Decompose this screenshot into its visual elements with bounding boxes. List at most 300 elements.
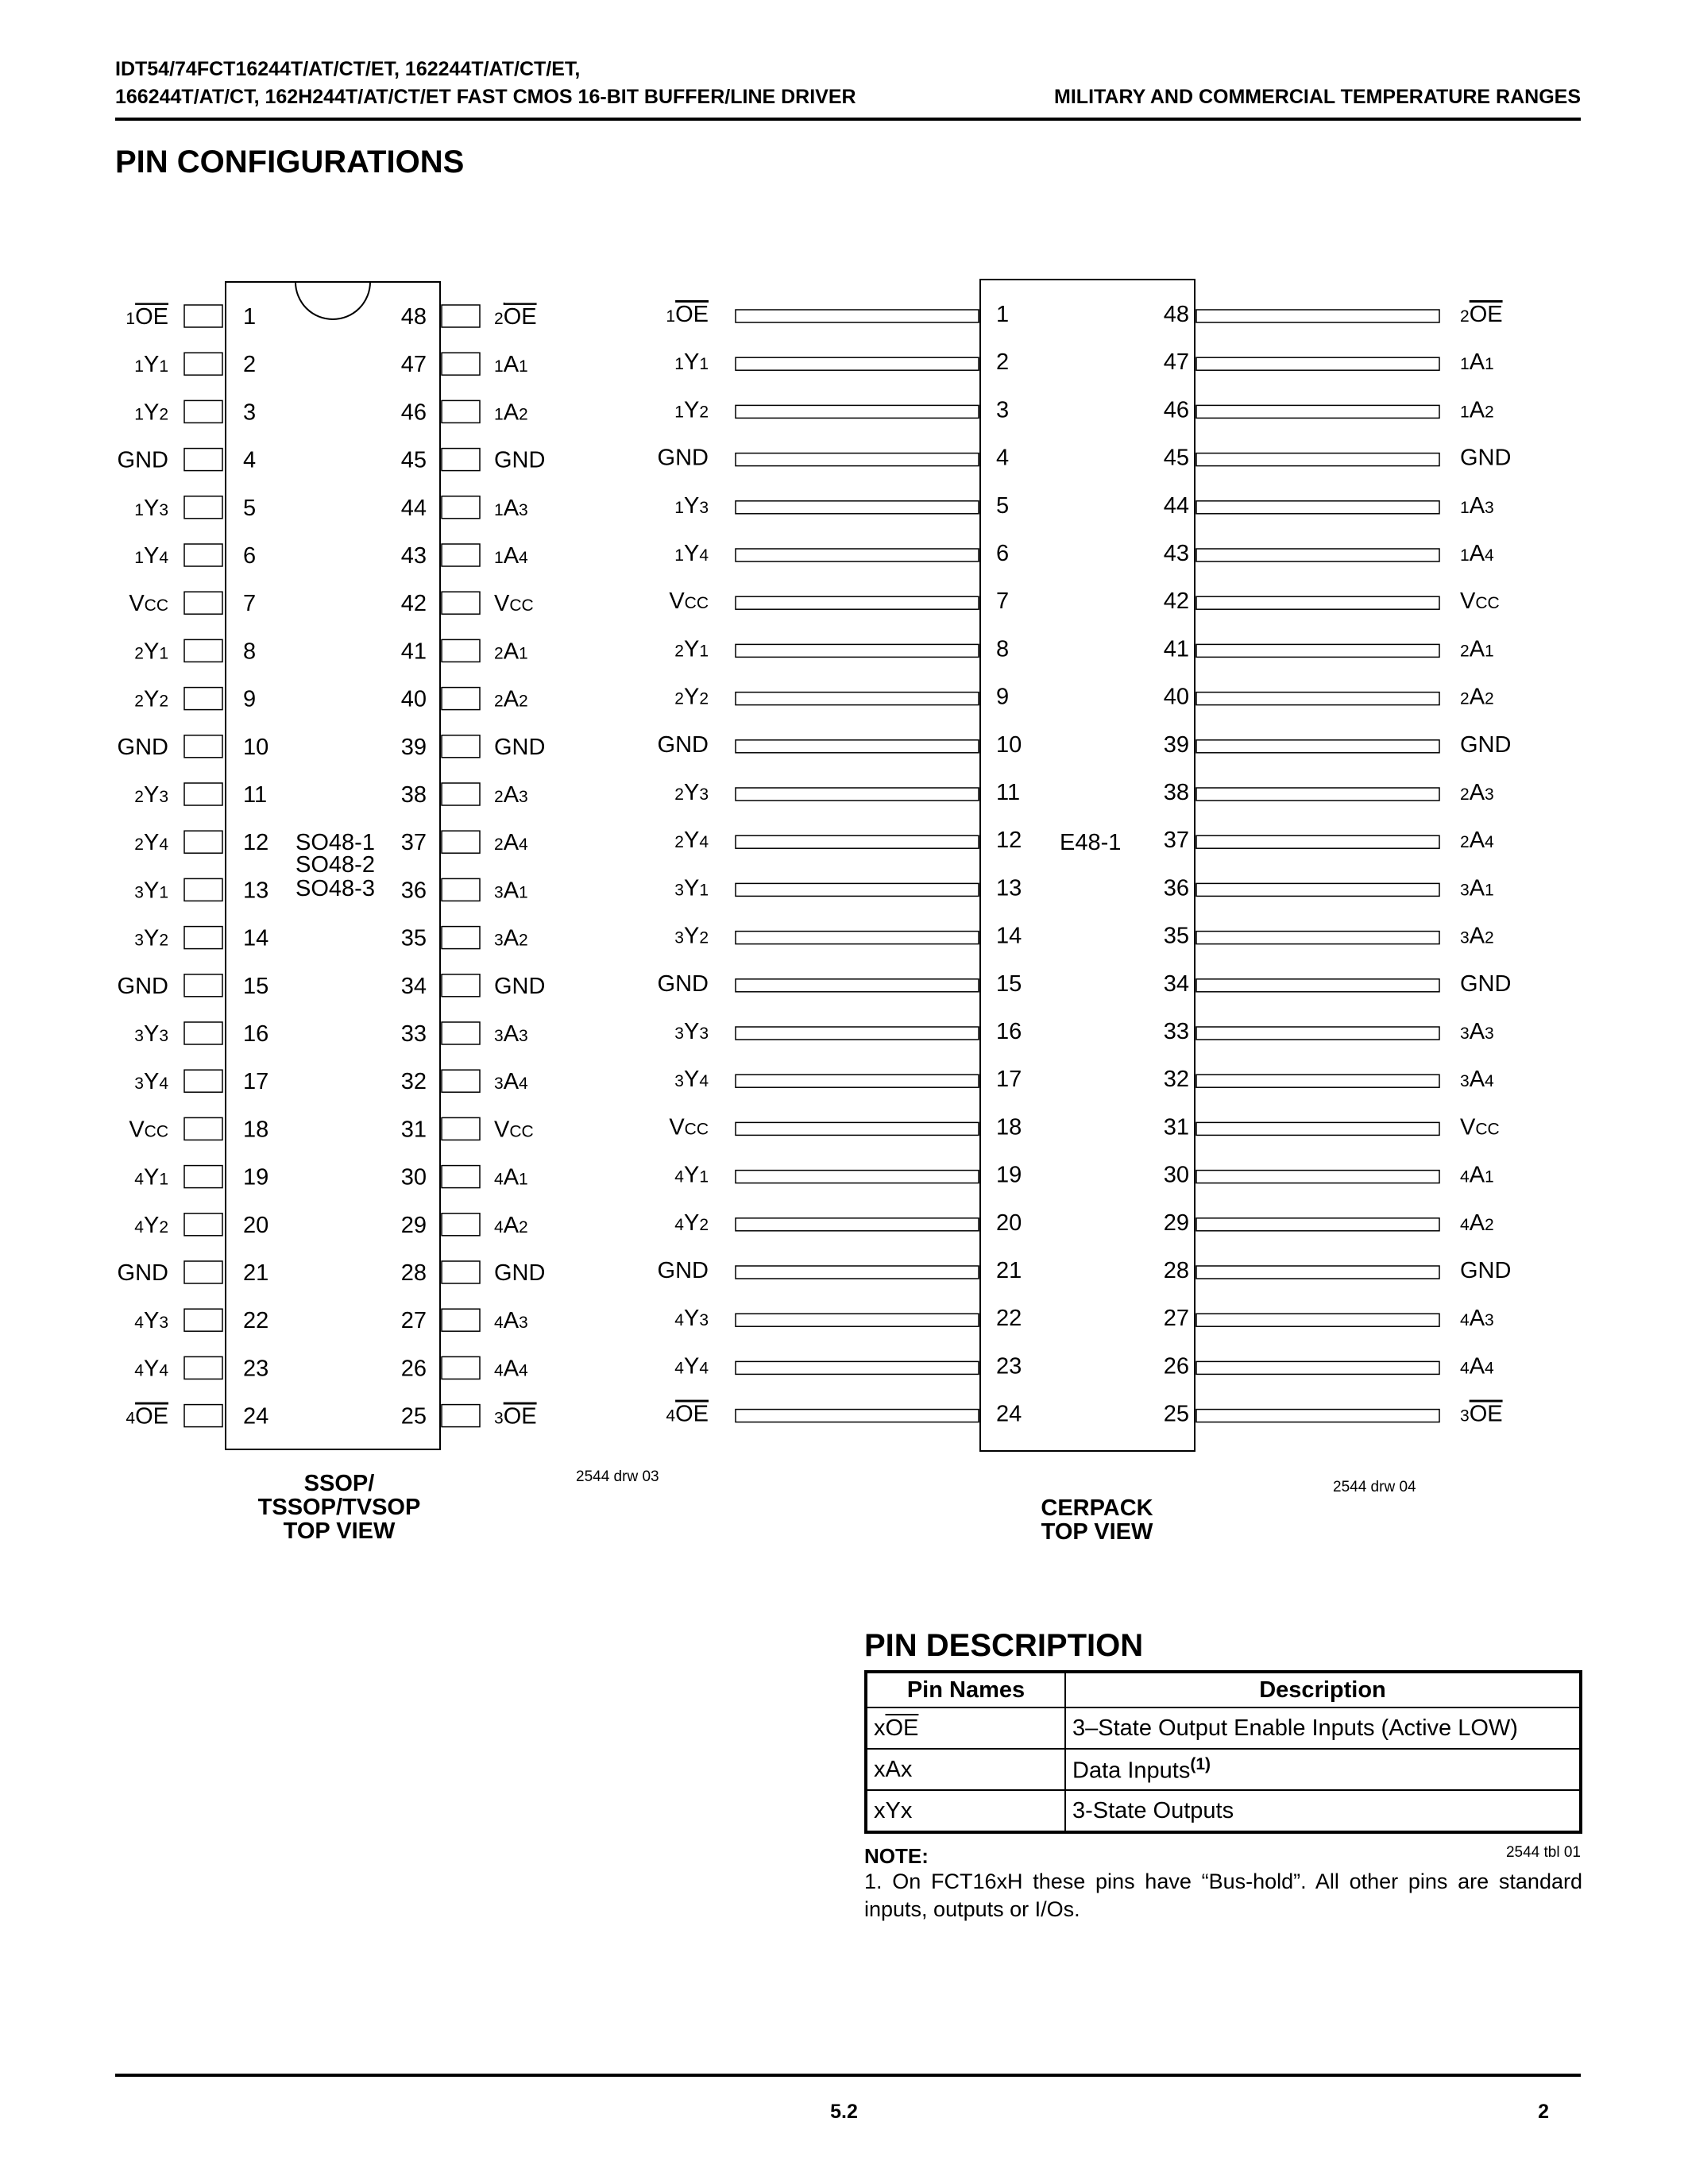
ssop-pin-10-number: 10 xyxy=(243,734,269,760)
pin-signal-name: OE xyxy=(1469,1401,1503,1427)
cerpack-pin-4-label-gnd xyxy=(658,446,709,471)
ssop-pin-30-label-4a1 xyxy=(494,1165,528,1190)
cerpack-pin-13-label-3y1 xyxy=(674,875,709,901)
cerpack-pin-45-lead xyxy=(1196,453,1439,466)
cerpack-pin-31-lead xyxy=(1196,1122,1439,1135)
cerpack-pin-9-number: 9 xyxy=(996,684,1010,710)
pin-signal-name: A xyxy=(1469,636,1485,662)
pin-signal-name: A xyxy=(1469,1162,1485,1188)
pin-signal-name: GND xyxy=(657,445,709,471)
ssop-pin-40-label-2a2 xyxy=(494,687,528,712)
pin-signal-name: A xyxy=(1469,492,1485,519)
ssop-pin-14-number: 14 xyxy=(243,925,269,951)
table-row xyxy=(866,1749,1581,1790)
ssop-pin-17-label-3y4 xyxy=(134,1069,168,1094)
pin-signal-name: A xyxy=(1469,684,1485,710)
pin-signal-name: Y xyxy=(683,1210,700,1236)
cerpack-pin-47-label-1a1 xyxy=(1460,349,1494,375)
pin-name-prefix: x xyxy=(874,1715,886,1741)
ssop-pin-9-label-2y2 xyxy=(134,687,168,712)
ssop-pin-1-label-1oe xyxy=(126,304,168,330)
cerpack-pin-32-label-3a4 xyxy=(1460,1067,1494,1092)
cerpack-pin-45-label-gnd xyxy=(1460,446,1511,471)
pin-signal-name: Y xyxy=(683,923,700,949)
pin-group-prefix: 4 xyxy=(666,1406,676,1426)
pin-subscript: 4 xyxy=(699,1359,709,1378)
ssop-pin-21-lead xyxy=(184,1261,222,1283)
cerpack-pin-5-lead xyxy=(736,501,979,514)
ssop-pin-14-lead xyxy=(184,927,222,949)
pin-group-prefix: 2 xyxy=(674,689,684,708)
pin-signal-name: A xyxy=(503,1356,520,1382)
ssop-pin-47-lead xyxy=(442,353,480,375)
ssop-pin-37-lead xyxy=(442,831,480,853)
pin-group-prefix: 2 xyxy=(494,310,504,328)
cerpack-pin-6-lead xyxy=(736,549,979,561)
pin-name-oe-overbar: $\overline{OE}$ xyxy=(885,1715,919,1741)
ssop-caption-line-3: TOP VIEW xyxy=(283,1518,396,1544)
ssop-pin-22-number: 22 xyxy=(243,1308,269,1334)
cerpack-pin-44-label-1a3 xyxy=(1460,493,1494,519)
header-description: Description xyxy=(1065,1672,1581,1707)
ssop-pin-38-number: 38 xyxy=(400,782,427,808)
ssop-pin-19-label-4y1 xyxy=(134,1165,168,1190)
ssop-pin-3-number: 3 xyxy=(243,399,257,426)
ssop-pin-46-label-1a2 xyxy=(494,399,528,425)
ssop-pin-35-lead xyxy=(442,927,480,949)
pin-group-prefix: 3 xyxy=(1460,1406,1470,1426)
pin-subscript: 2 xyxy=(1485,1215,1494,1234)
cerpack-pin-20-label-4y2 xyxy=(674,1210,709,1236)
footer-rule xyxy=(115,2074,1581,2077)
pin-signal-name: GND xyxy=(117,447,168,473)
cerpack-pin-21-label-gnd xyxy=(658,1258,709,1283)
cerpack-pin-16-label-3y3 xyxy=(674,1019,709,1044)
pin-group-prefix: 2 xyxy=(1460,689,1470,708)
pin-signal-name: Y xyxy=(143,399,160,426)
ssop-pin-3-label-1y2 xyxy=(134,399,168,425)
cerpack-package-diagram xyxy=(658,280,1512,1545)
pin-signal-name: GND xyxy=(1460,731,1512,758)
cerpack-pin-41-lead xyxy=(1196,644,1439,657)
cerpack-pin-29-lead xyxy=(1196,1218,1439,1231)
ssop-package-code-3: SO48-3 xyxy=(295,876,375,901)
ssop-pin-11-label-2y3 xyxy=(134,782,168,808)
pin-group-prefix: 4 xyxy=(1460,1215,1470,1234)
pin-group-prefix: 4 xyxy=(134,1314,144,1333)
cerpack-pin-19-number: 19 xyxy=(996,1162,1022,1188)
pin-signal-name: A xyxy=(503,686,520,712)
ssop-pin-42-number: 42 xyxy=(400,591,427,617)
pin-subscript: 4 xyxy=(519,1075,528,1094)
ssop-pin-18-lead xyxy=(184,1117,222,1140)
ssop-pin-16-lead xyxy=(184,1022,222,1044)
ssop-caption-line-2: TSSOP/TVSOP xyxy=(257,1495,421,1520)
table-row xyxy=(866,1707,1581,1749)
cerpack-pin-1-lead xyxy=(736,310,979,322)
ssop-pin-15-label-gnd xyxy=(118,974,168,999)
cerpack-caption-line-2: TOP VIEW xyxy=(1041,1519,1153,1545)
cerpack-pin-40-number: 40 xyxy=(1163,684,1189,710)
cerpack-pin-22-lead xyxy=(736,1314,979,1326)
pin-signal-name: OE xyxy=(135,1403,168,1430)
header-line-1: IDT54/74FCT16244T/AT/CT/ET, 162244T/AT/CT/ET, xyxy=(115,58,581,80)
pin-group-prefix: 1 xyxy=(674,498,684,517)
ssop-pin-32-lead xyxy=(442,1070,480,1092)
cerpack-pin-18-number: 18 xyxy=(996,1114,1022,1140)
cerpack-pin-17-lead xyxy=(736,1075,979,1087)
cerpack-pin-7-number: 7 xyxy=(996,588,1010,615)
ssop-pin-34-number: 34 xyxy=(400,973,427,999)
cerpack-pin-16-lead xyxy=(736,1027,979,1040)
pin-description-table xyxy=(864,1670,1582,1834)
pin-name-cell: xAx xyxy=(866,1749,1065,1790)
pin-signal-name: Y xyxy=(683,397,700,423)
ssop-pin-4-lead xyxy=(184,449,222,471)
ssop-pin-29-lead xyxy=(442,1214,480,1236)
pin-signal-name: GND xyxy=(1460,445,1512,471)
pin-name-cell xyxy=(866,1707,1065,1749)
pin-group-prefix: 2 xyxy=(494,692,504,711)
pin-signal-name: Y xyxy=(143,639,160,665)
pin-signal-name: Y xyxy=(683,636,700,662)
pin-subscript: 2 xyxy=(159,405,168,424)
ssop-pin-28-lead xyxy=(442,1261,480,1283)
header-temperature-range: MILITARY AND COMMERCIAL TEMPERATURE RANGES xyxy=(1054,86,1581,108)
cerpack-pin-39-label-gnd xyxy=(1460,732,1511,758)
ssop-pin-13-label-3y1 xyxy=(134,878,168,903)
pin-subscript: 1 xyxy=(699,881,709,900)
pin-group-prefix: 4 xyxy=(134,1217,144,1237)
pin-subscript: 1 xyxy=(1485,355,1494,374)
pin-subscript: 3 xyxy=(519,1314,528,1333)
cerpack-pin-1-number: 1 xyxy=(996,302,1010,327)
ssop-pin-31-number: 31 xyxy=(400,1117,427,1143)
pin-signal-name: V xyxy=(669,1114,685,1140)
pin-group-prefix: 3 xyxy=(494,931,504,950)
pin-group-prefix: 3 xyxy=(494,1409,504,1428)
ssop-pin-41-label-2a1 xyxy=(494,639,528,664)
pin-group-prefix: 1 xyxy=(134,500,144,519)
pin-group-prefix: 2 xyxy=(674,785,684,804)
cerpack-pin-10-lead xyxy=(736,740,979,753)
pin-signal-name: V xyxy=(494,591,510,617)
ssop-pin-44-number: 44 xyxy=(400,495,427,521)
cerpack-pin-10-label-gnd xyxy=(658,732,709,758)
pin-group-prefix: 4 xyxy=(674,1215,684,1234)
pin-signal-name: A xyxy=(503,1164,520,1190)
pin-subscript: CC xyxy=(684,594,709,613)
pin-subscript: 4 xyxy=(1485,1359,1494,1378)
pin-signal-name: OE xyxy=(675,302,709,327)
cerpack-pin-47-number: 47 xyxy=(1163,349,1189,376)
pin-group-prefix: 4 xyxy=(1460,1311,1470,1330)
cerpack-package-code: E48-1 xyxy=(1060,830,1122,855)
ssop-pin-37-label-2a4 xyxy=(494,830,528,855)
pin-group-prefix: 4 xyxy=(674,1167,684,1187)
cerpack-pin-25-label-3oe xyxy=(1460,1402,1503,1427)
ssop-pin-5-lead xyxy=(184,496,222,519)
ssop-pin-27-label-4a3 xyxy=(494,1308,528,1333)
cerpack-pin-9-lead xyxy=(736,693,979,705)
cerpack-pin-37-lead xyxy=(1196,835,1439,848)
pin-group-prefix: 4 xyxy=(1460,1359,1470,1378)
pin-group-prefix: 3 xyxy=(674,928,684,947)
pin-description-title: PIN DESCRIPTION xyxy=(864,1628,1144,1663)
ssop-pin-29-label-4a2 xyxy=(494,1213,528,1238)
note-text: 1. On FCT16xH these pins have “Bus-hold”. All other pins are standard inputs, outputs or I/Os. xyxy=(864,1870,1582,1921)
pin-group-prefix: 1 xyxy=(1460,498,1470,517)
ssop-pin-36-number: 36 xyxy=(400,878,427,904)
cerpack-pin-36-lead xyxy=(1196,883,1439,896)
cerpack-pin-20-number: 20 xyxy=(996,1210,1022,1236)
pin-subscript: 3 xyxy=(699,1024,709,1043)
ssop-pin-32-number: 32 xyxy=(400,1069,427,1095)
pin-subscript: 2 xyxy=(519,692,528,711)
pin-subscript: 4 xyxy=(159,835,168,855)
pin-signal-name: OE xyxy=(675,1401,709,1427)
pin-group-prefix: 3 xyxy=(674,1072,684,1091)
pin-subscript: 3 xyxy=(1485,1311,1494,1330)
ssop-pin-28-number: 28 xyxy=(400,1260,427,1286)
ssop-pin-40-lead xyxy=(442,688,480,710)
cerpack-pin-41-label-2a1 xyxy=(1460,636,1494,662)
pin-subscript: 1 xyxy=(1485,881,1494,900)
ssop-pin-38-lead xyxy=(442,783,480,805)
pin-group-prefix: 2 xyxy=(1460,833,1470,852)
pin-description-cell: 3-State Outputs xyxy=(1065,1790,1581,1832)
cerpack-pin-46-number: 46 xyxy=(1163,397,1189,423)
pin-subscript: 1 xyxy=(699,642,709,661)
cerpack-pin-43-number: 43 xyxy=(1163,541,1189,566)
pin-group-prefix: 1 xyxy=(134,549,144,567)
ssop-pin-39-number: 39 xyxy=(400,734,427,760)
cerpack-pin-3-number: 3 xyxy=(996,397,1010,423)
cerpack-pin-48-number: 48 xyxy=(1163,302,1189,327)
cerpack-pin-48-lead xyxy=(1196,310,1439,322)
cerpack-pin-26-label-4a4 xyxy=(1460,1353,1494,1379)
footnote-reference: (1) xyxy=(1190,1754,1211,1773)
pin-subscript: CC xyxy=(1475,594,1500,613)
cerpack-pin-44-lead xyxy=(1196,501,1439,514)
cerpack-pin-20-lead xyxy=(736,1218,979,1231)
pin-signal-name: Y xyxy=(143,495,160,521)
ssop-pin-6-lead xyxy=(184,544,222,566)
ssop-pin-24-lead xyxy=(184,1405,222,1427)
pin-signal-name: A xyxy=(503,1212,520,1238)
pin-subscript: 3 xyxy=(519,788,528,806)
pin-group-prefix: 2 xyxy=(134,644,144,663)
cerpack-pin-34-label-gnd xyxy=(1460,971,1511,997)
pin-subscript: 2 xyxy=(159,931,168,950)
cerpack-pin-6-number: 6 xyxy=(996,541,1010,566)
cerpack-pin-14-label-3y2 xyxy=(674,924,709,949)
pin-signal-name: Y xyxy=(683,780,700,805)
pin-signal-name: V xyxy=(669,588,685,615)
pin-signal-name: Y xyxy=(143,1069,160,1095)
pin-subscript: 3 xyxy=(1485,1024,1494,1043)
pin-signal-name: GND xyxy=(494,1260,546,1286)
ssop-pin-17-lead xyxy=(184,1070,222,1092)
pin-signal-name: A xyxy=(503,830,520,856)
description-text: Data Inputs xyxy=(1072,1758,1191,1784)
pin-signal-name: Y xyxy=(143,925,160,951)
pin-signal-name: Y xyxy=(683,1067,700,1093)
cerpack-pin-13-number: 13 xyxy=(996,875,1022,901)
pin-subscript: 2 xyxy=(519,1217,528,1237)
pin-subscript: 1 xyxy=(519,883,528,902)
pin-subscript: 2 xyxy=(519,405,528,424)
pin-signal-name: GND xyxy=(117,1260,168,1286)
pin-subscript: CC xyxy=(684,1120,709,1139)
cerpack-pin-27-lead xyxy=(1196,1314,1439,1326)
cerpack-pin-7-label-vcc xyxy=(669,588,709,614)
ssop-pin-20-lead xyxy=(184,1214,222,1236)
ssop-package-code-1: SO48-1 xyxy=(295,830,375,855)
pin-subscript: 4 xyxy=(159,1361,168,1380)
cerpack-pin-10-number: 10 xyxy=(996,731,1022,758)
ssop-pin-6-number: 6 xyxy=(243,543,257,569)
cerpack-pin-30-lead xyxy=(1196,1171,1439,1183)
ssop-pin-31-lead xyxy=(442,1117,480,1140)
pin-signal-name: Y xyxy=(143,1356,160,1382)
cerpack-pin-8-number: 8 xyxy=(996,636,1010,662)
pin-signal-name: V xyxy=(1460,588,1476,615)
pin-group-prefix: 2 xyxy=(674,642,684,661)
cerpack-pin-17-label-3y4 xyxy=(674,1067,709,1092)
pin-name-cell: xYx xyxy=(866,1790,1065,1832)
cerpack-pin-4-number: 4 xyxy=(996,445,1010,471)
ssop-pin-19-number: 19 xyxy=(243,1164,269,1190)
cerpack-pin-23-number: 23 xyxy=(996,1353,1022,1379)
cerpack-pin-2-label-1y1 xyxy=(674,349,709,375)
cerpack-pin-13-lead xyxy=(736,883,979,896)
cerpack-pin-23-lead xyxy=(736,1361,979,1374)
pin-group-prefix: 2 xyxy=(494,644,504,663)
ssop-pin-7-number: 7 xyxy=(243,591,257,617)
ssop-pin-35-number: 35 xyxy=(400,925,427,951)
cerpack-pin-14-number: 14 xyxy=(996,923,1022,949)
cerpack-pin-24-number: 24 xyxy=(996,1401,1022,1427)
header-pin-names: Pin Names xyxy=(866,1672,1065,1707)
pin-signal-name: A xyxy=(1469,1067,1485,1093)
ssop-pin-39-lead xyxy=(442,735,480,758)
cerpack-pin-24-label-4oe xyxy=(666,1402,709,1427)
cerpack-pin-36-number: 36 xyxy=(1163,875,1189,901)
cerpack-caption-line-1: CERPACK xyxy=(1041,1495,1153,1521)
cerpack-pin-35-label-3a2 xyxy=(1460,924,1494,949)
pin-group-prefix: 4 xyxy=(494,1170,504,1189)
cerpack-pin-31-label-vcc xyxy=(1460,1114,1500,1140)
pin-signal-name: GND xyxy=(494,973,546,999)
ssop-pin-8-number: 8 xyxy=(243,639,257,665)
ssop-pin-18-label-vcc xyxy=(129,1117,168,1142)
pin-subscript: 4 xyxy=(1485,1072,1494,1091)
pin-group-prefix: 4 xyxy=(134,1361,144,1380)
pin-subscript: 2 xyxy=(159,692,168,711)
pin-signal-name: A xyxy=(503,639,520,665)
cerpack-pin-3-label-1y2 xyxy=(674,397,709,423)
pin-group-prefix: 3 xyxy=(1460,881,1470,900)
pin-group-prefix: 1 xyxy=(1460,403,1470,422)
pin-signal-name: V xyxy=(129,591,145,617)
cerpack-pin-34-lead xyxy=(1196,979,1439,992)
pin-subscript: 4 xyxy=(1485,546,1494,565)
ssop-pin-12-lead xyxy=(184,831,222,853)
pin-group-prefix: 4 xyxy=(494,1314,504,1333)
ssop-pin-14-label-3y2 xyxy=(134,926,168,951)
footer-page-number: 2 xyxy=(1538,2101,1549,2123)
cerpack-pin-21-lead xyxy=(736,1266,979,1279)
pin-signal-name: Y xyxy=(143,830,160,856)
pin-subscript: 1 xyxy=(699,1167,709,1187)
cerpack-pin-8-lead xyxy=(736,644,979,657)
pin-group-prefix: 2 xyxy=(674,833,684,852)
pin-subscript: 3 xyxy=(159,500,168,519)
pin-signal-name: Y xyxy=(683,828,700,854)
pin-group-prefix: 1 xyxy=(1460,355,1470,374)
ssop-pin-46-number: 46 xyxy=(400,399,427,426)
ssop-pin-21-label-gnd xyxy=(118,1260,168,1286)
ssop-package-code-2: SO48-2 xyxy=(295,852,375,878)
pin-subscript: 4 xyxy=(699,833,709,852)
ssop-pin-2-lead xyxy=(184,353,222,375)
ssop-pin-48-number: 48 xyxy=(400,304,427,330)
cerpack-pin-18-lead xyxy=(736,1122,979,1135)
ssop-pin1-notch xyxy=(295,282,370,319)
pin-group-prefix: 2 xyxy=(134,788,144,806)
ssop-pin-4-number: 4 xyxy=(243,447,257,473)
cerpack-pin-39-lead xyxy=(1196,740,1439,753)
pin-signal-name: V xyxy=(129,1117,145,1143)
cerpack-pin-19-label-4y1 xyxy=(674,1163,709,1188)
pin-subscript: 4 xyxy=(159,1075,168,1094)
pin-signal-name: GND xyxy=(657,731,709,758)
cerpack-pin-28-number: 28 xyxy=(1163,1258,1189,1283)
pin-signal-name: Y xyxy=(143,878,160,904)
cerpack-pin-28-lead xyxy=(1196,1266,1439,1279)
ssop-pin-11-number: 11 xyxy=(243,782,268,808)
pin-subscript: 1 xyxy=(159,357,168,376)
pin-group-prefix: 2 xyxy=(1460,307,1470,326)
pin-group-prefix: 1 xyxy=(494,500,504,519)
ssop-pin-26-lead xyxy=(442,1356,480,1379)
cerpack-pin-32-number: 32 xyxy=(1163,1067,1189,1093)
ssop-pin-43-label-1a4 xyxy=(494,543,528,569)
pin-subscript: 4 xyxy=(1485,833,1494,852)
pin-group-prefix: 3 xyxy=(134,1075,144,1094)
pin-signal-name: Y xyxy=(683,541,700,566)
ssop-pin-1-number: 1 xyxy=(243,304,257,330)
cerpack-drawing-code: 2544 drw 04 xyxy=(1333,1479,1416,1495)
ssop-pin-36-lead xyxy=(442,878,480,901)
pin-group-prefix: 2 xyxy=(134,835,144,855)
ssop-pin-11-lead xyxy=(184,783,222,805)
pin-signal-name: A xyxy=(1469,349,1485,376)
cerpack-pin-4-lead xyxy=(736,453,979,466)
cerpack-pin-40-label-2a2 xyxy=(1460,685,1494,710)
cerpack-pin-41-number: 41 xyxy=(1163,636,1189,662)
pin-group-prefix: 4 xyxy=(494,1361,504,1380)
ssop-pin-5-number: 5 xyxy=(243,495,257,521)
pin-signal-name: Y xyxy=(143,1164,160,1190)
cerpack-pin-27-label-4a3 xyxy=(1460,1306,1494,1331)
cerpack-pin-37-number: 37 xyxy=(1163,828,1189,854)
ssop-pin-32-label-3a4 xyxy=(494,1069,528,1094)
ssop-pin-29-number: 29 xyxy=(400,1212,427,1238)
ssop-pin-7-lead xyxy=(184,592,222,614)
pin-signal-name: Y xyxy=(683,1353,700,1379)
